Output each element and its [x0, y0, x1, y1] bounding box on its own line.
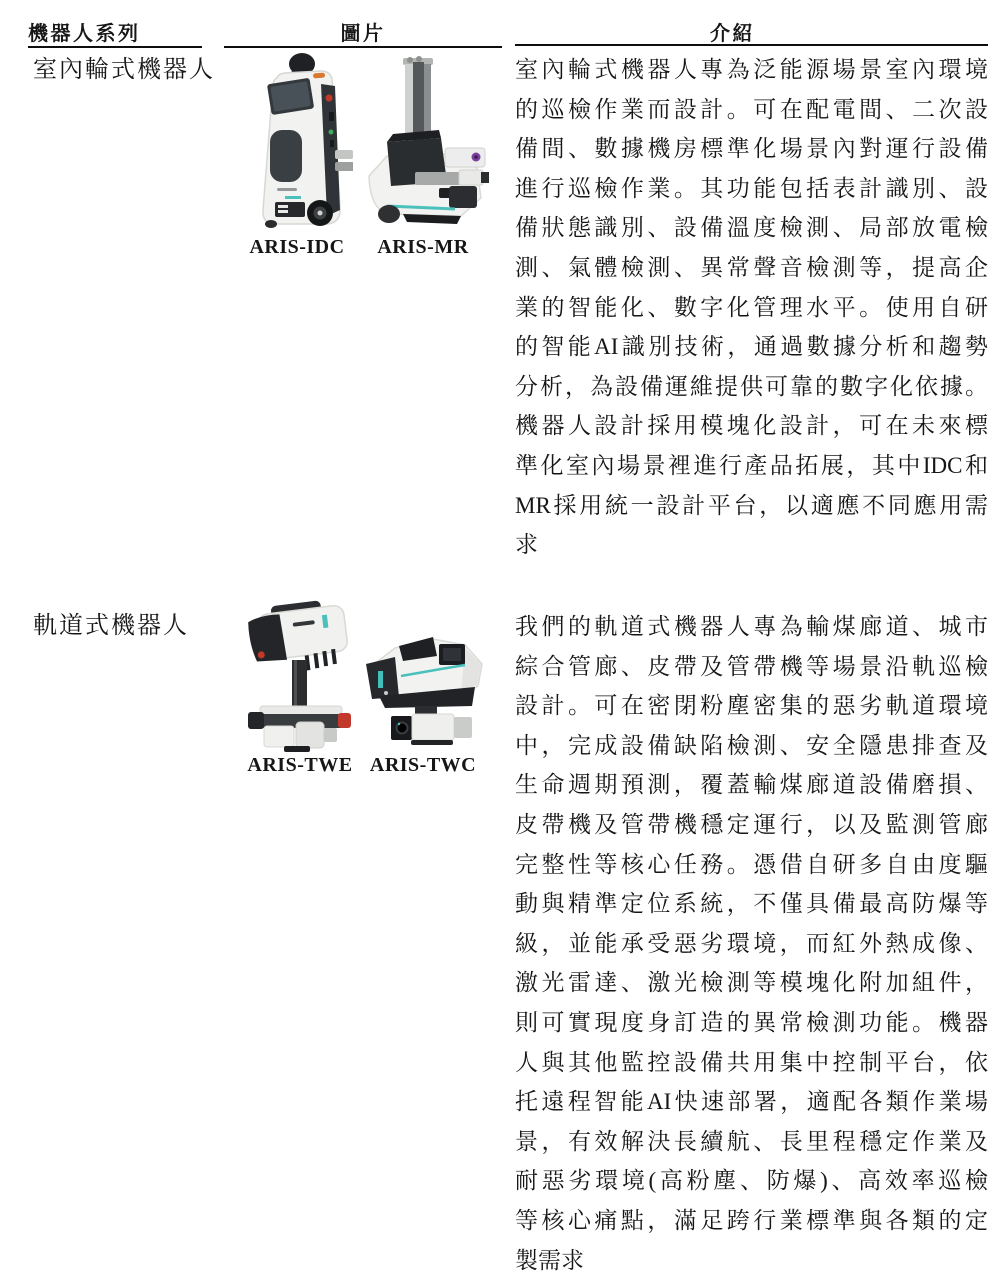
- intro-text-line: 準化室內場景裡進行產品拓展，其中IDC和: [515, 452, 988, 478]
- intro-text-line: 中，完成設備缺陷檢測、安全隱患排查及: [515, 732, 988, 758]
- intro-text-line: 業的智能化、數字化管理水平。使用自研: [515, 294, 988, 320]
- intro-text-line: 設計。可在密閉粉塵密集的惡劣軌道環境: [515, 693, 988, 719]
- intro-text-line: 機器人設計採用模塊化設計，可在未來標: [515, 413, 988, 439]
- aris-twc-image: [353, 624, 493, 752]
- robot-caption-aris-idc: ARIS-IDC: [249, 236, 345, 258]
- robot-caption-aris-mr: ARIS-MR: [377, 236, 469, 258]
- intro-text-line: 級，並能承受惡劣環境，而紅外熱成像、: [515, 930, 988, 956]
- intro-text-line: 的巡檢作業而設計。可在配電間、二次設: [515, 96, 988, 122]
- intro-paragraph-indoor-wheeled-robot: [515, 50, 988, 565]
- intro-text-line: 人與其他監控設備共用集中控制平台，依: [515, 1049, 988, 1075]
- column-header-robot-series: 機器人系列: [28, 17, 202, 48]
- intro-paragraph-rail-robot: [515, 607, 988, 1280]
- series-label-indoor-wheeled-robot: 室內輪式機器人: [33, 57, 215, 83]
- intro-text-line: 則可實現度身訂造的異常檢測功能。機器: [515, 1009, 988, 1035]
- intro-text-line: 動與精準定位系統，不僅具備最高防爆等: [515, 891, 988, 917]
- intro-text-line: 激光雷達、激光檢測等模塊化附加組件，: [515, 970, 988, 996]
- intro-text-line: 求: [515, 532, 538, 558]
- intro-text-line: 備狀態識別、設備溫度檢測、局部放電檢: [515, 215, 988, 241]
- intro-text-line: MR採用統一設計平台，以適應不同應用需: [515, 492, 988, 518]
- rail-camera-robot-icon: [353, 624, 493, 752]
- column-header-image: 圖片: [224, 17, 502, 48]
- intro-text-line: 皮帶機及管帶機穩定運行，以及監測管廊: [515, 811, 988, 837]
- intro-text-line: 等核心痛點，滿足跨行業標準與各類的定: [515, 1207, 988, 1233]
- robot-caption-aris-twe: ARIS-TWE: [247, 754, 353, 776]
- indoor-wheeled-robot-icon: [241, 50, 353, 232]
- intro-text-line: 托遠程智能AI快速部署，適配各類作業場: [515, 1089, 988, 1115]
- aris-mr-image: [353, 56, 493, 232]
- column-header-intro: 介紹: [515, 17, 988, 46]
- series-label-rail-robot: 軌道式機器人: [33, 613, 189, 639]
- mast-robot-icon: [353, 56, 493, 232]
- intro-text-line: 的智能AI識別技術，通過數據分析和趨勢: [515, 334, 988, 360]
- intro-text-line: 室內輪式機器人專為泛能源場景室內環境: [515, 57, 988, 82]
- intro-text-line: 綜合管廊、皮帶及管帶機等場景沿軌巡檢: [515, 653, 988, 679]
- intro-text-line: 我們的軌道式機器人專為輸煤廊道、城市: [515, 614, 988, 639]
- intro-text-line: 分析，為設備運維提供可靠的數字化依據。: [515, 373, 988, 399]
- aris-twe-image: [236, 594, 364, 752]
- intro-text-line: 完整性等核心任務。憑借自研多自由度驅: [515, 851, 988, 877]
- intro-text-line: 景，有效解決長續航、長里程穩定作業及: [515, 1128, 988, 1154]
- intro-text-line: 製需求: [515, 1247, 584, 1273]
- aris-idc-image: [241, 50, 353, 232]
- robot-caption-aris-twc: ARIS-TWC: [369, 754, 477, 776]
- intro-text-line: 生命週期預測，覆蓋輸煤廊道設備磨損、: [515, 772, 988, 798]
- intro-text-line: 進行巡檢作業。其功能包括表計識別、設: [515, 175, 988, 201]
- intro-text-line: 備間、數據機房標準化場景內對運行設備: [515, 136, 988, 162]
- intro-text-line: 測、氣體檢測、異常聲音檢測等，提高企: [515, 254, 988, 280]
- rail-robot-icon: [236, 594, 364, 752]
- intro-text-line: 耐惡劣環境(高粉塵、防爆)、高效率巡檢: [515, 1168, 988, 1194]
